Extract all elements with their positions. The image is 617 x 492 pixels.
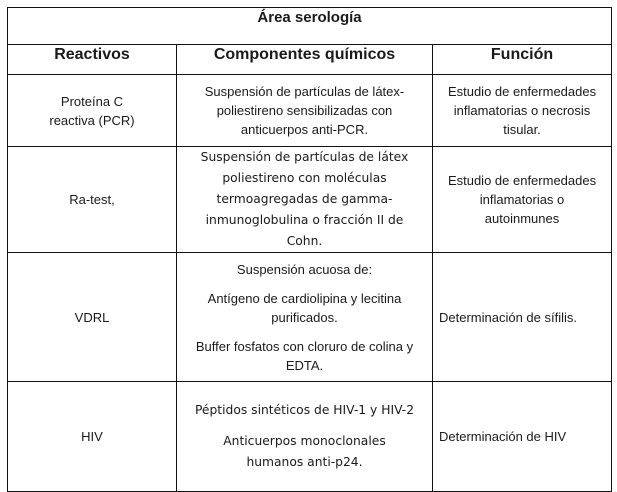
componente-text: Suspensión de partículas de látex poliestireno con moléculas termoagregadas de gamma-inmunoglobulina o fracción II de Cohn. [200, 150, 409, 248]
reactivo-cell [8, 147, 177, 253]
funcion-text: Determinación de sífilis. [439, 309, 577, 325]
table-row [8, 75, 612, 147]
componente-text: Buffer fosfatos con cloruro de colina y EDTA. [195, 338, 414, 373]
funcion-cell [433, 382, 612, 492]
reactivo-cell [8, 382, 177, 492]
header-reactivos: Reactivos [8, 45, 177, 75]
componente-text: Péptidos sintéticos de HIV-1 y HIV-2 [194, 403, 415, 417]
componente-text: Suspensión de partículas de látex-poliestireno sensibilizadas con anticuerpos anti-PCR. [204, 84, 405, 137]
funcion-text: Estudio de enfermedades inflamatorias o necrosis tisular. [447, 84, 597, 137]
table-title: Área serología [8, 8, 612, 45]
header-funcion: Función [433, 45, 612, 75]
header-componentes: Componentes químicos [177, 45, 433, 75]
componente-text: Suspensión acuosa de: [236, 261, 373, 277]
funcion-cell [433, 147, 612, 253]
componentes-cell [177, 147, 433, 253]
reactivo-cell [8, 75, 177, 147]
componente-text: Antígeno de cardiolipina y lecitina purificados. [207, 290, 402, 325]
funcion-cell [433, 253, 612, 382]
table-row [8, 382, 612, 492]
title-row [8, 8, 612, 45]
reactivo-text: Ra-test, [69, 192, 115, 207]
componentes-cell [177, 382, 433, 492]
componentes-cell [177, 75, 433, 147]
funcion-text: Determinación de HIV [439, 429, 567, 444]
reactivo-text: HIV [81, 429, 103, 444]
reactivo-text: Proteína C reactiva (PCR) [49, 93, 135, 128]
funcion-text: Estudio de enfermedades inflamatorias o autoinmunes [447, 173, 597, 226]
serology-table [7, 7, 612, 492]
table-row [8, 147, 612, 253]
table-row [8, 253, 612, 382]
componente-text: Anticuerpos monoclonales humanos anti-p24. [223, 434, 386, 469]
reactivo-text: VDRL [74, 309, 110, 325]
funcion-cell [433, 75, 612, 147]
header-row [8, 45, 612, 75]
reactivo-cell [8, 253, 177, 382]
componentes-cell [177, 253, 433, 382]
